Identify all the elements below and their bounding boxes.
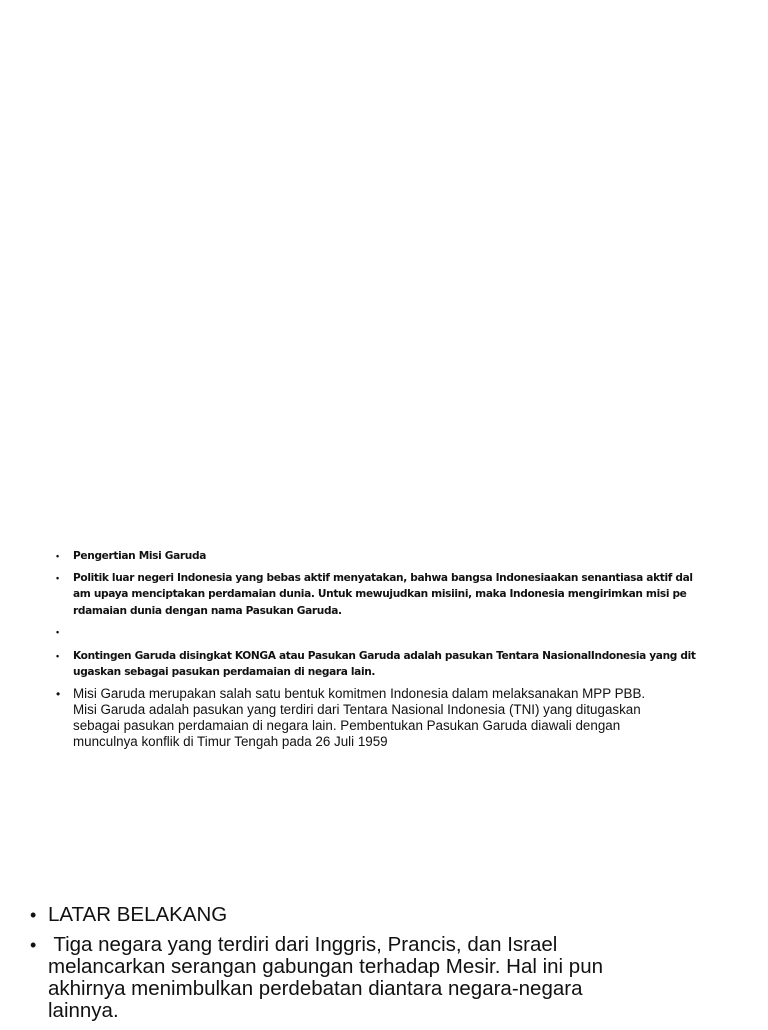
text-line: • Misi Garuda merupakan salah satu bentuk komitmen Indonesia dalam melaksanakan MPP PBB. [73, 685, 646, 701]
bullet-pengertian-misi-garuda: • Pengertian Misi Garuda [56, 548, 716, 565]
text-line: melancarkan serangan gabungan terhadap Mesir. Hal ini pun [48, 955, 604, 978]
text-line: • Kontingen Garuda disingkat KONGA atau Pasukan Garuda adalah pasukan Tentara NasionalIndonesia yang dit [73, 649, 696, 662]
text-line: • LATAR BELAKANG [48, 903, 228, 926]
text-line: Misi Garuda adalah pasukan yang terdiri dari Tentara Nasional Indonesia (TNI) yang ditugaskan [73, 701, 641, 717]
slide-bottom-bullet-list [30, 904, 760, 1030]
bullet-latar-belakang-heading [30, 904, 760, 926]
bullet-politik-luar-negeri [56, 570, 716, 620]
text-line: • Politik luar negeri Indonesia yang bebas aktif menyatakan, bahwa bangsa Indonesiaakan senantiasa aktif dal [73, 571, 693, 584]
text-line: munculnya konflik di Timur Tengah pada 26 Juli 1959 [73, 733, 388, 749]
bullet-empty [56, 624, 716, 641]
text-line: akhirnya menimbulkan perdebatan diantara negara-negara [48, 977, 583, 1000]
text-line: lainnya. [48, 999, 119, 1022]
bullet-misi-garuda-komitmen [56, 686, 716, 750]
bullet-tiga-negara [30, 934, 760, 1022]
text-line: ugaskan sebagai pasukan perdamaian di negara lain. [73, 666, 376, 678]
text-line: am upaya menciptakan perdamaian dunia. Untuk mewujudkan misiini, maka Indonesia mengirimkan misi pe [73, 588, 687, 600]
text-line: rdamaian dunia dengan nama Pasukan Garuda. [73, 604, 342, 617]
slide-top-bullet-list [56, 548, 716, 750]
text-line: sebagai pasukan perdamaian di negara lain. Pembentukan Pasukan Garuda diawali dengan [73, 717, 621, 733]
bullet-kontingen-garuda [56, 648, 716, 681]
text-line: • Tiga negara yang terdiri dari Inggris, Prancis, dan Israel [48, 933, 558, 956]
